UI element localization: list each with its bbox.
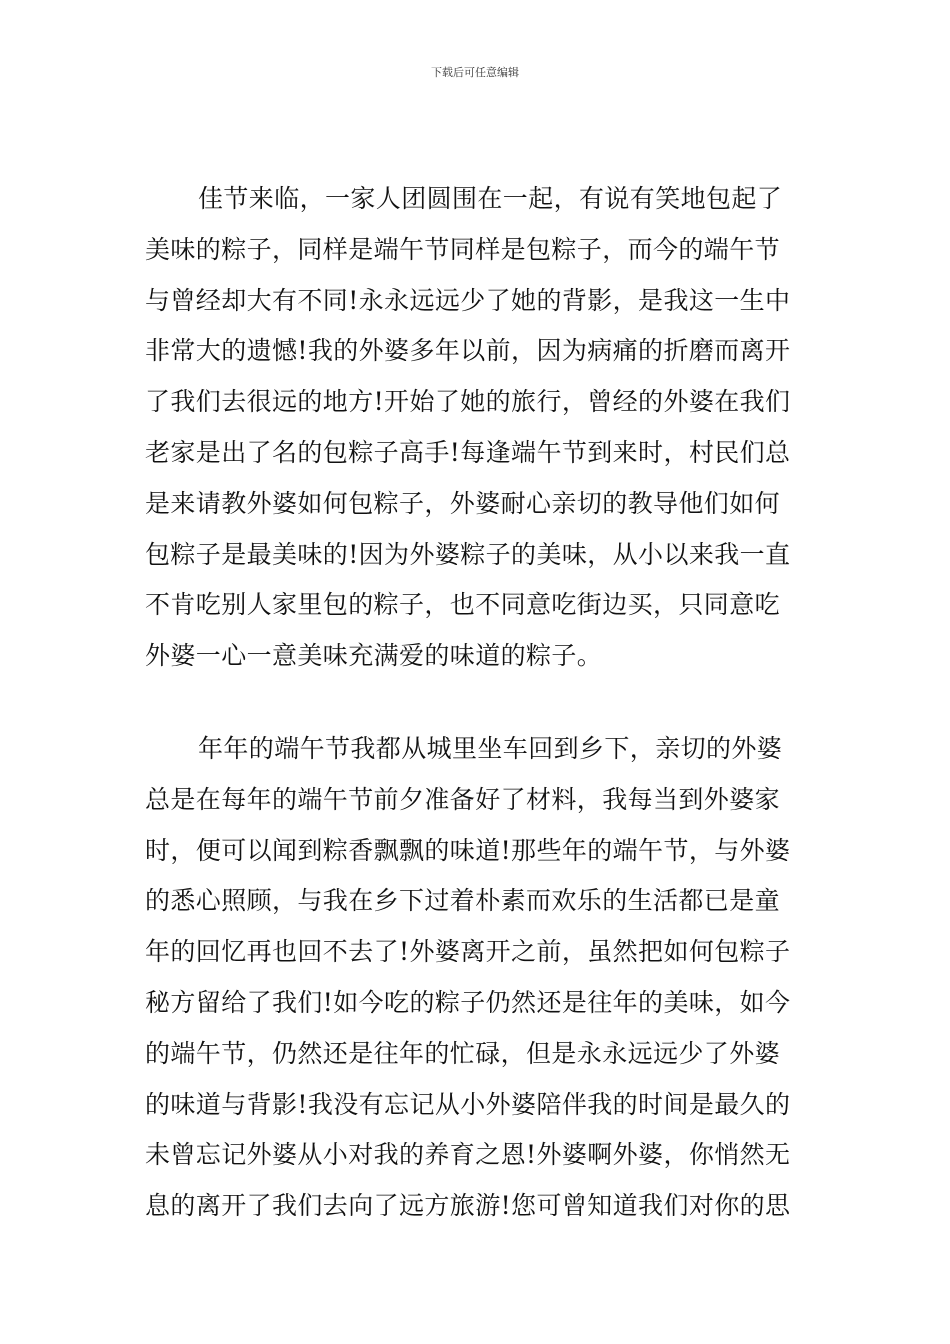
paragraph-line: 时，便可以闻到粽香飘飘的味道!那些年的端午节，与外婆 bbox=[145, 835, 791, 865]
paragraph-line: 非常大的遗憾!我的外婆多年以前，因为病痛的折磨而离开 bbox=[145, 336, 791, 366]
paragraph-line: 与曾经却大有不同!永永远远少了她的背影，是我这一生中 bbox=[145, 285, 791, 315]
paragraph-line: 总是在每年的端午节前夕准备好了材料，我每当到外婆家 bbox=[145, 784, 781, 814]
paragraph-line: 未曾忘记外婆从小对我的养育之恩!外婆啊外婆，你悄然无 bbox=[145, 1140, 791, 1170]
paragraph-line: 外婆一心一意美味充满爱的味道的粽子。 bbox=[145, 641, 603, 671]
paragraph-line: 包粽子是最美味的!因为外婆粽子的美味，从小以来我一直 bbox=[145, 539, 791, 569]
paragraph-line: 美味的粽子，同样是端午节同样是包粽子，而今的端午节 bbox=[145, 234, 781, 264]
paragraph-2 bbox=[145, 724, 815, 1232]
paragraph-line: 是来请教外婆如何包粽子，外婆耐心亲切的教导他们如何 bbox=[145, 488, 781, 518]
paragraph-line: 的端午节，仍然还是往年的忙碌，但是永永远远少了外婆 bbox=[145, 1038, 781, 1068]
paragraph-line: 的味道与背影!我没有忘记从小外婆陪伴我的时间是最久的 bbox=[145, 1089, 791, 1119]
paragraph-line: 秘方留给了我们!如今吃的粽子仍然还是往年的美味，如今 bbox=[145, 987, 791, 1017]
paragraph-line: 不肯吃别人家里包的粽子，也不同意吃街边买，只同意吃 bbox=[145, 590, 781, 620]
paragraph-line: 的悉心照顾，与我在乡下过着朴素而欢乐的生活都已是童 bbox=[145, 886, 781, 916]
page-header: 下载后可任意编辑 bbox=[431, 66, 519, 79]
paragraph-line: 年的回忆再也回不去了!外婆离开之前，虽然把如何包粽子 bbox=[145, 937, 791, 967]
paragraph-line: 老家是出了名的包粽子高手!每逢端午节到来时，村民们总 bbox=[145, 437, 791, 467]
paragraph-line: 息的离开了我们去向了远方旅游!您可曾知道我们对你的思 bbox=[145, 1191, 791, 1221]
paragraph-line: 佳节来临，一家人团圆围在一起，有说有笑地包起了 bbox=[198, 184, 783, 213]
paragraph-line: 了我们去很远的地方!开始了她的旅行，曾经的外婆在我们 bbox=[145, 387, 791, 417]
paragraph-line: 年年的端午节我都从城里坐车回到乡下，亲切的外婆 bbox=[198, 734, 783, 763]
paragraph-1 bbox=[145, 174, 815, 682]
